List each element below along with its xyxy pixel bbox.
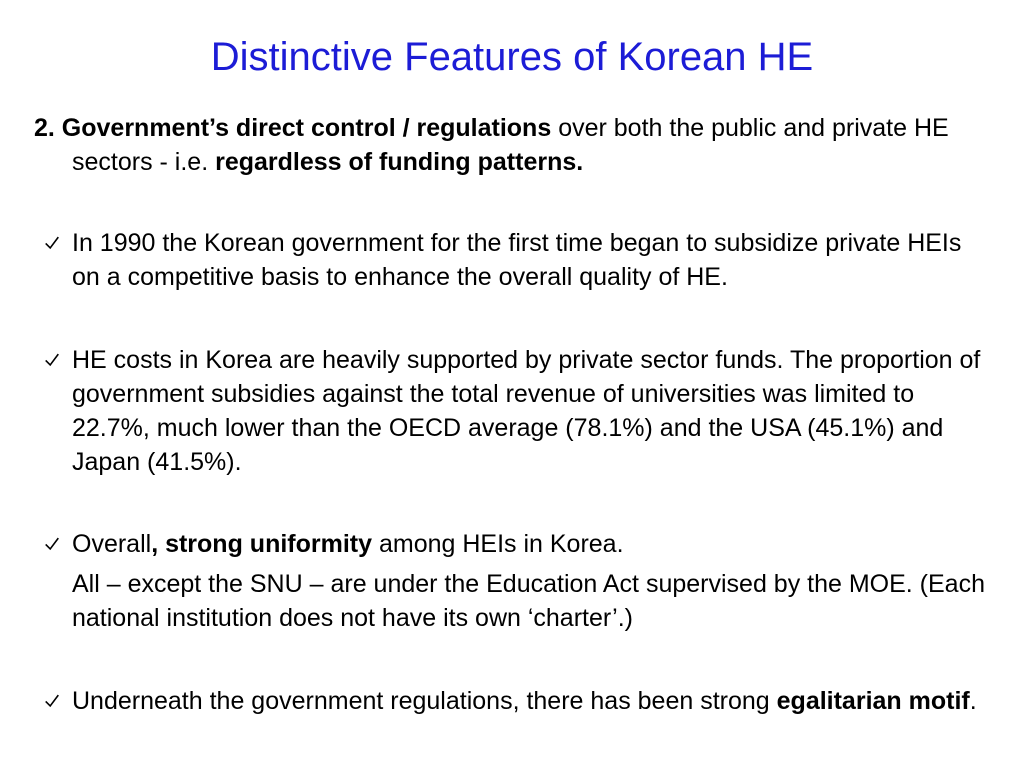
bullet-item xyxy=(34,343,994,479)
bullet-text xyxy=(72,527,994,561)
check-icon xyxy=(40,343,64,377)
bullet-item xyxy=(34,527,994,635)
check-icon xyxy=(40,527,64,561)
intro-emphasis: regardless of funding patterns. xyxy=(215,148,584,176)
bullet-text-bold: egalitarian motif xyxy=(776,687,970,715)
bullet-subtext: All – except the SNU – are under the Education Act supervised by the MOE. (Each national institution does not have its own ‘charter’.) xyxy=(72,570,985,632)
bullet-text: HE costs in Korea are heavily supported by private sector funds. The proportion of government subsidies against the total revenue of universities was limited to 22.7%, much lower than the OECD average (78.1%) and the USA (45.1%) and Japan (41.5%). xyxy=(72,346,981,476)
intro-text: over both the public and private HE sectors - i.e. xyxy=(72,114,949,176)
bullet-item xyxy=(34,684,994,718)
check-icon xyxy=(40,684,64,718)
bullet-text-pre: Overall xyxy=(72,530,152,558)
bullet-text: In 1990 the Korean government for the first time began to subsidize private HEIs on a competitive basis to enhance the overall quality of HE. xyxy=(72,229,962,291)
bullet-text-post: among HEIs in Korea. xyxy=(372,530,624,558)
intro-heading-bold: 2. Government’s direct control / regulations xyxy=(34,114,552,142)
intro-paragraph xyxy=(34,111,1024,179)
check-icon xyxy=(40,226,64,260)
bullet-text-bold: , strong uniformity xyxy=(151,530,373,558)
slide-title: Distinctive Features of Korean HE xyxy=(210,35,814,79)
bullet-text xyxy=(72,684,994,718)
bullet-text-pre: Underneath the government regulations, there has been strong xyxy=(72,687,777,715)
bullet-text-post: . xyxy=(969,687,977,715)
bullet-item xyxy=(34,226,994,294)
